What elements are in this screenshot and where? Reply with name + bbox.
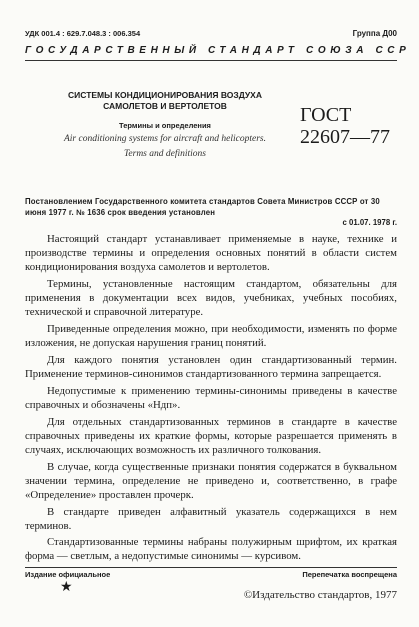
- paragraph: В стандарте приведен алфавитный указатель содержащихся в нем терминов.: [25, 505, 397, 532]
- state-standard-heading: ГОСУДАРСТВЕННЫЙ СТАНДАРТ СОЮЗА ССР: [25, 45, 411, 56]
- title-subtitle: Термины и определения: [119, 121, 211, 130]
- paragraph: Стандартизованные термины набраны полужирным шрифтом, их краткая форма — светлым, а недопустимые синонимы — курсивом.: [25, 536, 397, 563]
- effective-date: с 01.07. 1978 г.: [342, 218, 397, 227]
- paragraph: Приведенные определения можно, при необходимости, изменять по форме изложения, не допуская нарушения границ понятий.: [25, 322, 397, 350]
- gost-label: ГОСТ: [300, 104, 352, 126]
- gost-designation: [300, 104, 390, 148]
- title-block: [40, 90, 290, 160]
- paragraph: Настоящий стандарт устанавливает применяемые в науке, технике и производстве термины и определения основных понятий в области систем кондиционирования воздуха самолетов и вертолетов.: [25, 233, 397, 274]
- star-icon: ★: [60, 580, 73, 595]
- bottom-divider: [25, 567, 397, 568]
- gost-number: 22607—77: [300, 126, 390, 148]
- title-english-2: Terms and definitions: [124, 149, 206, 159]
- paragraph: Для каждого понятия установлен один стандартизованный термин. Применение терминов-синонимов стандартизованного термина запрещается.: [25, 353, 397, 380]
- title-line-2: САМОЛЕТОВ И ВЕРТОЛЕТОВ: [103, 101, 227, 111]
- top-divider: [25, 60, 397, 61]
- reprint-notice: Перепечатка воспрещена: [302, 570, 397, 579]
- title-english-1: Air conditioning systems for aircraft and helicopters.: [63, 134, 267, 144]
- paragraph: Для отдельных стандартизованных терминов в стандарте в качестве справочных приведены их краткие формы, которые разрешается применять в случаях, исключающих возможность их различного толкования.: [25, 415, 397, 456]
- paragraph: В случае, когда существенные признаки понятия содержатся в буквальном значении термина, определение не приведено и, соответственно, в графе «Определение» проставлен прочерк.: [25, 460, 397, 501]
- resolution-text: Постановлением Государственного комитета стандартов Совета Министров СССР от 30 июня 1977 г. № 1636 срок введения установлен: [25, 197, 380, 217]
- udk-code: УДК 001.4 : 629.7.048.3 : 006.354: [25, 29, 141, 38]
- paragraph: Недопустимые к применению термины-синонимы приведены в качестве справочных и обозначены «Ндп».: [25, 384, 397, 411]
- body-text: [25, 232, 397, 566]
- paragraph: Термины, установленные настоящим стандартом, обязательны для применения в документации всех видов, учебниках, учебных пособиях, технической и справочной литературе.: [25, 277, 397, 319]
- group-code: Группа Д00: [352, 29, 397, 38]
- title-line-1: СИСТЕМЫ КОНДИЦИОНИРОВАНИЯ ВОЗДУХА: [68, 90, 262, 100]
- official-edition-label: Издание официальное: [25, 570, 111, 579]
- copyright-notice: ©Издательство стандартов, 1977: [243, 589, 397, 601]
